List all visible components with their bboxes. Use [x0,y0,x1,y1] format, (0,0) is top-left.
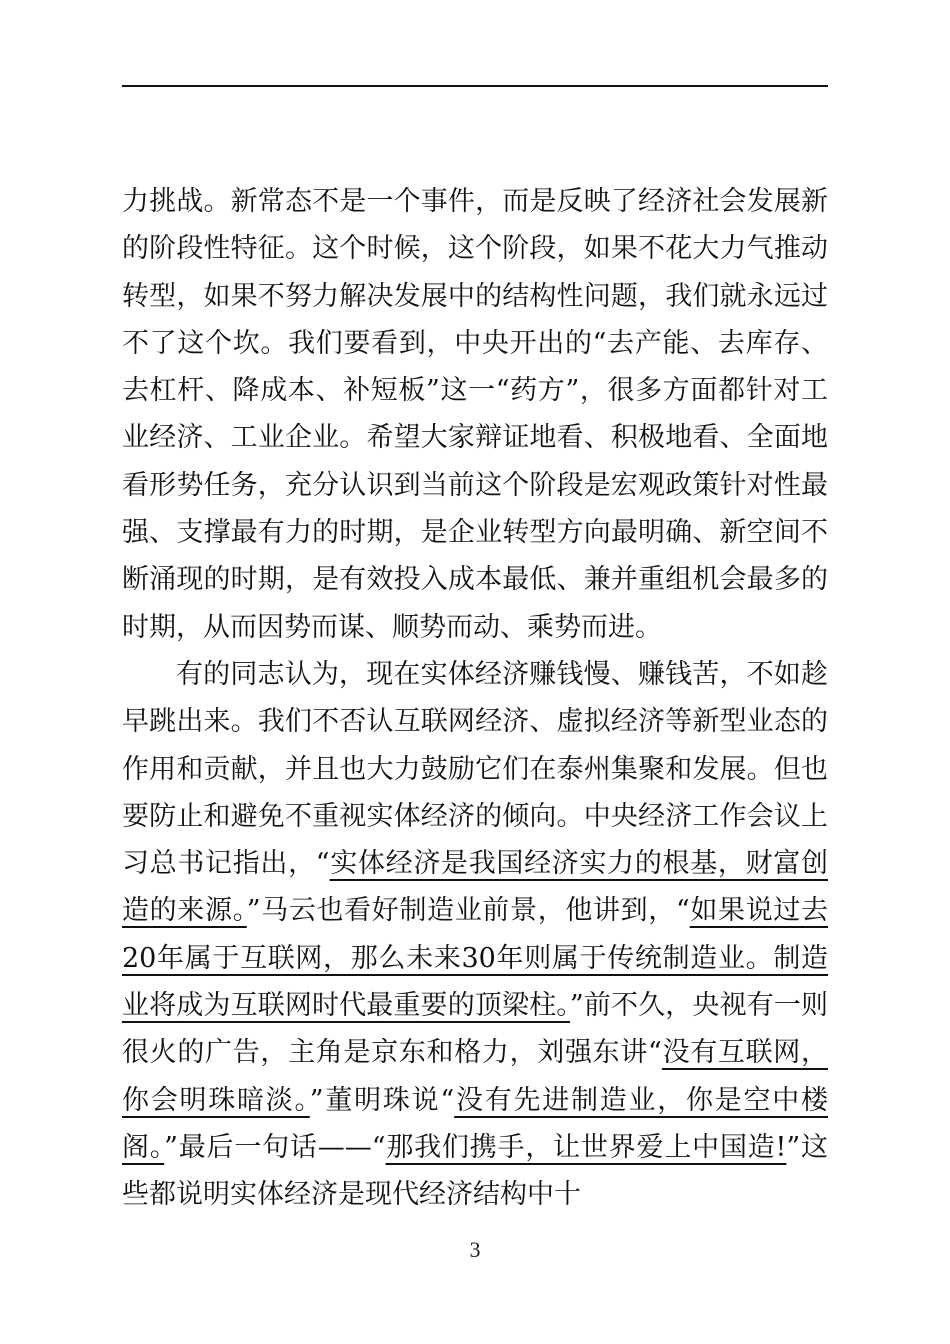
underlined-quote-dong: 没有先进制造业，你是空中楼阁。 [122,1084,829,1163]
underlined-quote-liu: 没有互联网，你会明珠暗淡。 [122,1037,828,1116]
text-run: ”这些都说明实体经济是现代经济结构中十 [122,1131,829,1211]
body-text [122,178,828,1219]
header-rule [122,85,828,87]
underlined-quote-mayun: 如果说过去20年属于互联网，那么未来30年则属于传统制造业。制造业将成为互联网时代最重要的顶梁柱。 [122,895,828,1022]
text-run: ”马云也看好制造业前景，他讲到，“ [246,895,690,927]
page-number: 3 [469,1237,481,1262]
text-run: ”前不久，央视有一则很火的广告，主角是京东和格力，刘强东讲“ [122,990,829,1069]
text-run: ”最后一句话——“ [164,1131,386,1163]
paragraph-2 [122,651,828,1219]
text-run: ”董明珠说“ [309,1084,455,1116]
paragraph-1: 力挑战。新常态不是一个事件，而是反映了经济社会发展新的阶段性特征。这个时候，这个阶段，如果不花大力气推动转型，如果不努力解决发展中的结构性问题，我们就永远过不了这个坎。我们要看到，中央开出的“去产能、去库存、去杠杆、降成本、补短板”这一“药方”，很多方面都针对工业经济、工业企业。希望大家辩证地看、积极地看、全面地看形势任务，充分认识到当前这个阶段是宏观政策针对性最强、支撑最有力的时期，是企业转型方向最明确、新空间不断涌现的时期，是有效投入成本最低、兼并重组机会最多的时期，从而因势而谋、顺势而动、乘势而进。 [122,186,828,643]
underlined-quote-xi: 实体经济是我国经济实力的根基，财富创造的来源。 [122,848,828,927]
underlined-quote-slogan: 那我们携手，让世界爱上中国造! [385,1131,787,1163]
text-run: 有的同志认为，现在实体经济赚钱慢、赚钱苦，不如趁早跳出来。我们不否认互联网经济、虚拟经济等新型业态的作用和贡献，并且也大力鼓励它们在泰州集聚和发展。但也要防止和避免不重视实体经济的倾向。中央经济工作会议上习总书记指出，“ [122,658,828,880]
